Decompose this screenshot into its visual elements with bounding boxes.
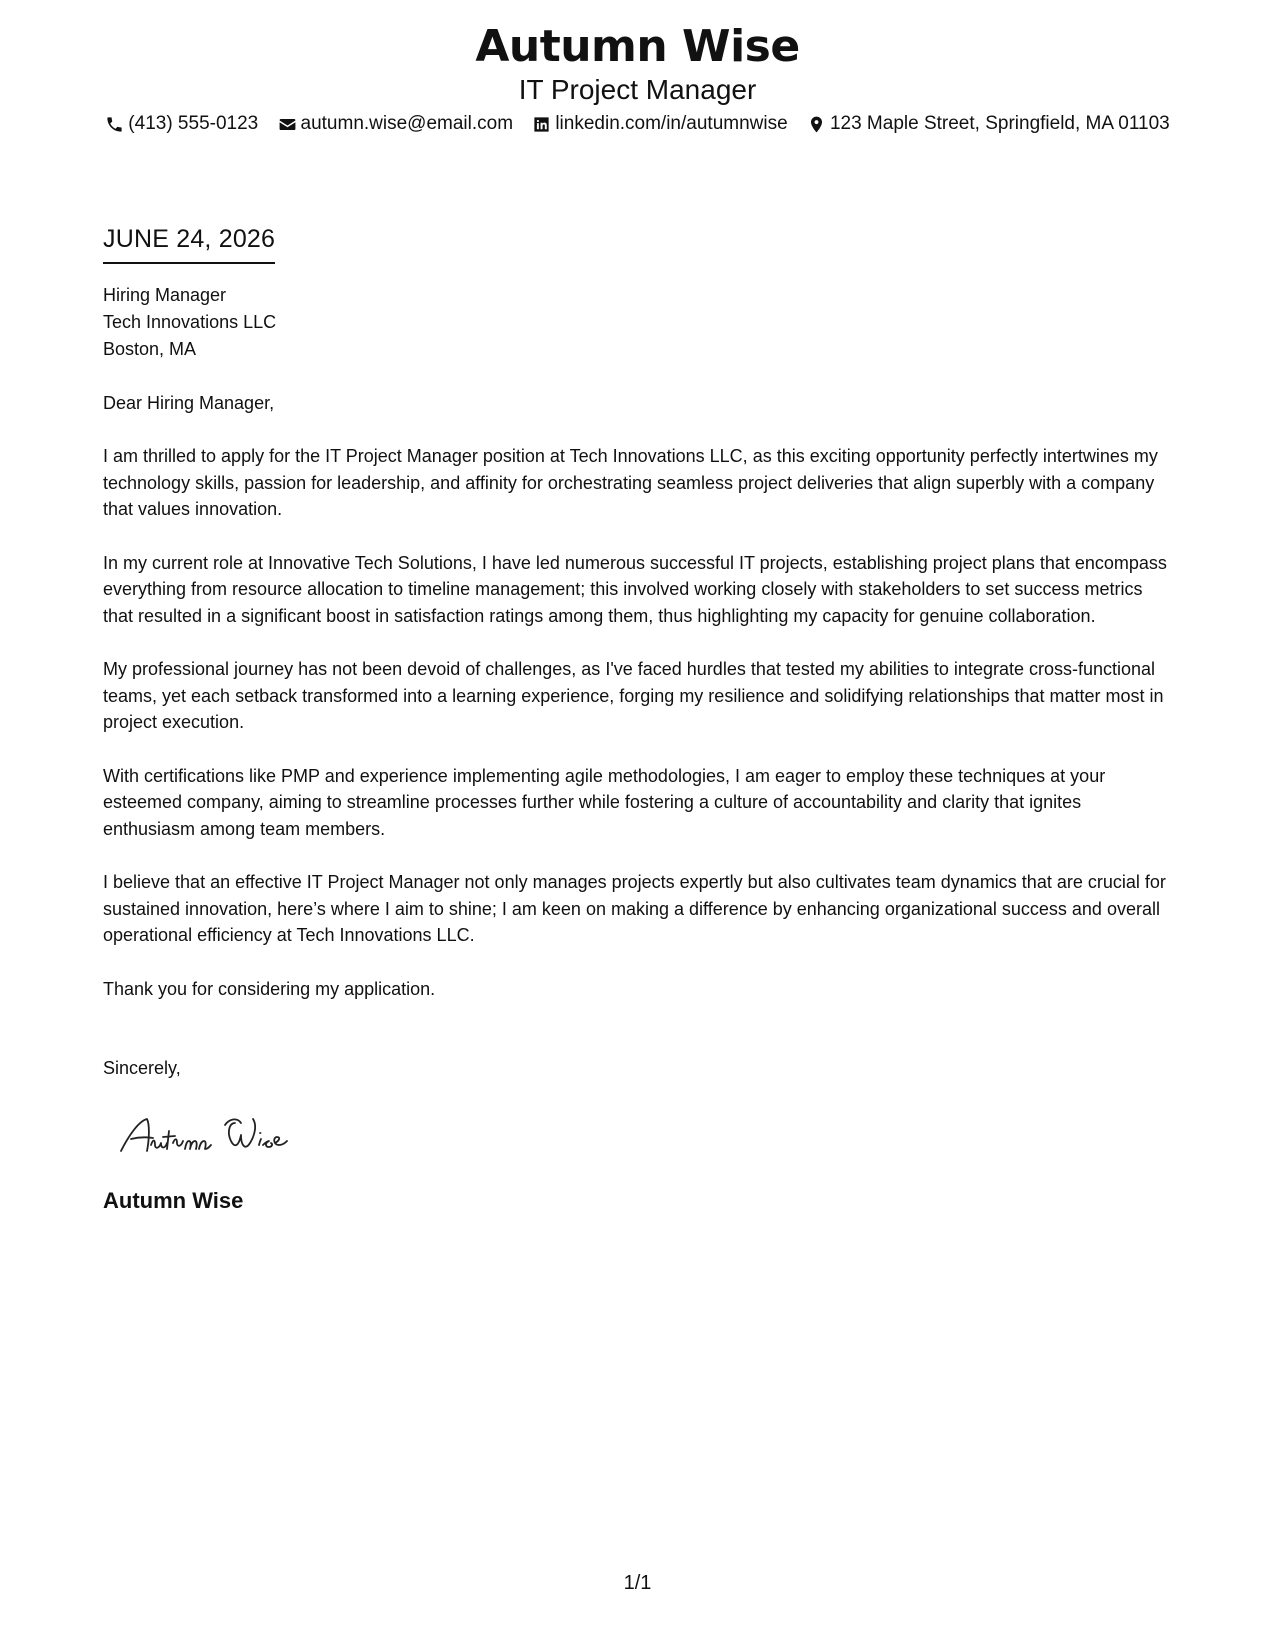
contact-linkedin [532,111,787,137]
signed-name: Autumn Wise [103,1188,244,1213]
paragraph: I am thrilled to apply for the IT Project Manager position at Tech Innovations LLC, as this exciting opportunity perfectly intertwines my technology skills, passion for leadership, and affinity for orchestrating seamless project deliveries that align superbly with a company that values innovation. [103,446,1158,519]
linkedin-icon [532,115,551,134]
recipient-company: Tech Innovations LLC [103,312,277,332]
contact-phone [105,111,258,137]
email-text: autumn.wise@email.com [300,113,514,134]
linkedin-text: linkedin.com/in/autumnwise [555,113,788,134]
paragraph: With certifications like PMP and experience implementing agile methodologies, I am eager to employ these techniques at your esteemed company, aiming to streamline processes further while fostering a culture of accountability and clarity that ignites enthusiasm among team members. [103,765,1106,839]
phone-icon [105,115,124,134]
paragraph: I believe that an effective IT Project Manager not only manages projects expertly but also cultivates team dynamics that are crucial for sustained innovation, here’s where I aim to shine; I am keen on making a difference by enhancing organizational success and overall operational efficiency at Tech Innovations LLC. [103,872,1166,945]
recipient-title: Hiring Manager [103,285,227,305]
contact-email [278,111,514,137]
recipient-block [103,282,1173,363]
recipient-location: Boston, MA [103,339,197,359]
paragraph: In my current role at Innovative Tech Solutions, I have led numerous successful IT projects, establishing project plans that encompass everything from resource allocation to timeline management; this involved working closely with stakeholders to set success metrics that resulted in a significant boost in satisfaction ratings among them, thus highlighting my capacity for genuine collaboration. [103,552,1167,626]
phone-text: (413) 555-0123 [128,113,259,134]
paragraph: My professional journey has not been devoid of challenges, as I've faced hurdles that tested my abilities to integrate cross-functional teams, yet each setback transformed into a learning experience, forging my resilience and solidifying relationships that matter most in project execution. [103,659,1164,732]
map-pin-icon [807,115,826,134]
address-text: 123 Maple Street, Springfield, MA 01103 [829,113,1170,134]
page-number: 1/1 [623,1572,652,1594]
letter-body [103,222,1173,1215]
closing: Sincerely, [103,1058,181,1078]
salutation: Dear Hiring Manager, [103,393,275,413]
handwritten-signature [117,1111,1173,1161]
applicant-name: Autumn Wise [475,21,800,72]
contact-address [807,111,1170,137]
letter-header [0,20,1275,106]
letter-date: JUNE 24, 2026 [103,222,275,264]
contact-bar [0,111,1275,142]
applicant-role: IT Project Manager [518,74,757,105]
envelope-icon [278,115,297,134]
paragraph: Thank you for considering my application. [103,978,436,999]
